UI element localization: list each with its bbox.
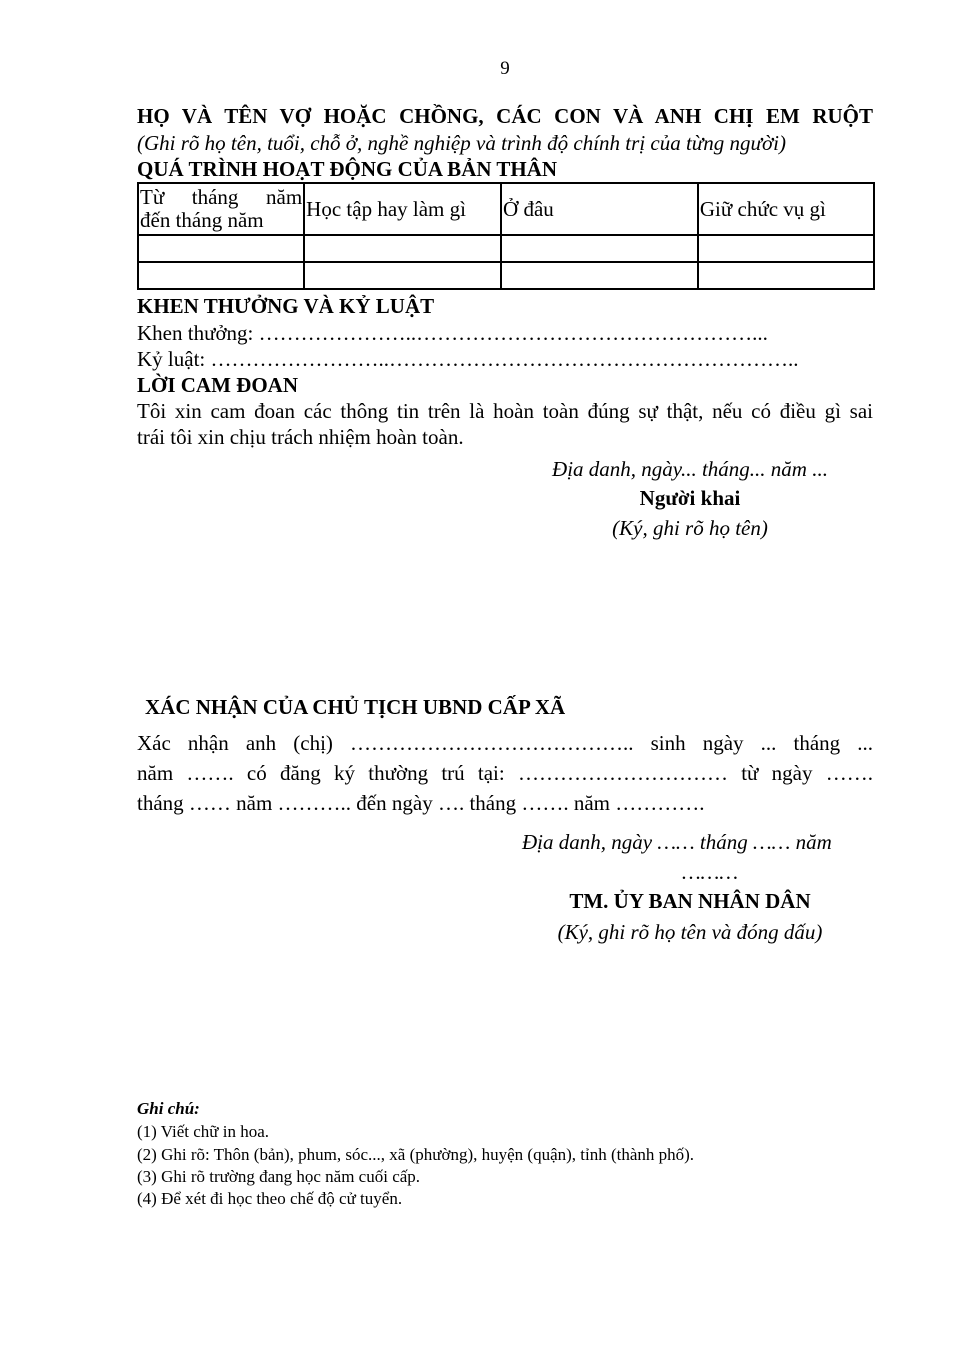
column-period-line1: Từ tháng năm [140,185,303,209]
confirmation-line2: năm ……. có đăng ký thường trú tại: ………………………… từ ngày ……. [137,761,873,785]
table-cell [698,235,874,262]
table-cell [501,235,698,262]
table-cell [138,235,304,262]
discipline-line: Kỷ luật: ……………………..………………………………………………….. [137,347,799,371]
notes-title: Ghi chú: [137,1099,200,1118]
table-cell [304,262,501,289]
table-cell [304,235,501,262]
activity-table [137,182,875,290]
family-note: (Ghi rõ họ tên, tuổi, chỗ ở, nghề nghiệp và trình độ chính trị của từng người) [137,131,787,155]
confirmation-place-date: Địa danh, ngày …… tháng …… năm [522,830,832,854]
reward-line: Khen thưởng: …………………..…………………………………………... [137,321,768,345]
column-work: Học tập hay làm gì [304,183,501,235]
rewards-heading: KHEN THƯỞNG VÀ KỶ LUẬT [137,294,435,318]
table-cell [138,262,304,289]
note-item: (1) Viết chữ in hoa. [137,1122,270,1141]
note-item: (4) Để xét đi học theo chế độ cử tuyển. [137,1189,403,1208]
table-row [138,262,874,289]
note-item: (3) Ghi rõ trường đang học năm cuối cấp. [137,1167,421,1186]
activity-heading: QUÁ TRÌNH HOẠT ĐỘNG CỦA BẢN THÂN [137,157,558,181]
pledge-line1: Tôi xin cam đoan các thông tin trên là hoàn toàn đúng sự thật, nếu có điều gì sai [137,399,873,423]
pledge-signer: Người khai [639,486,741,510]
confirmation-heading: XÁC NHẬN CỦA CHỦ TỊCH UBND CẤP XÃ [145,695,566,719]
table-row [138,235,874,262]
column-period [138,183,304,235]
confirmation-place-date-cont: ……… [681,860,739,884]
confirmation-signer: TM. ỦY BAN NHÂN DÂN [569,889,811,913]
confirmation-line3: tháng …… năm ……….. đến ngày …. tháng ……. năm …………. [137,791,705,815]
note-item: (2) Ghi rõ: Thôn (bản), phum, sóc..., xã (phường), huyện (quận), tỉnh (thành phố). [137,1145,695,1164]
column-place: Ở đâu [501,183,698,235]
confirmation-line1: Xác nhận anh (chị) ………………………………….. sinh ngày ... tháng ... [137,731,873,755]
family-heading: HỌ VÀ TÊN VỢ HOẶC CHỒNG, CÁC CON VÀ ANH CHỊ EM RUỘT [137,104,873,128]
pledge-heading: LỜI CAM ĐOAN [137,373,298,397]
pledge-line2: trái tôi xin chịu trách nhiệm hoàn toàn. [137,425,464,449]
pledge-place-date: Địa danh, ngày... tháng... năm ... [552,457,828,481]
table-cell [501,262,698,289]
column-period-line2: đến tháng năm [140,208,264,232]
pledge-sign-note: (Ký, ghi rõ họ tên) [612,516,768,540]
activity-table-header [138,183,874,235]
table-cell [698,262,874,289]
column-position: Giữ chức vụ gì [698,183,874,235]
confirmation-sign-note: (Ký, ghi rõ họ tên và đóng dấu) [557,920,823,944]
page-number: 9 [500,58,510,79]
